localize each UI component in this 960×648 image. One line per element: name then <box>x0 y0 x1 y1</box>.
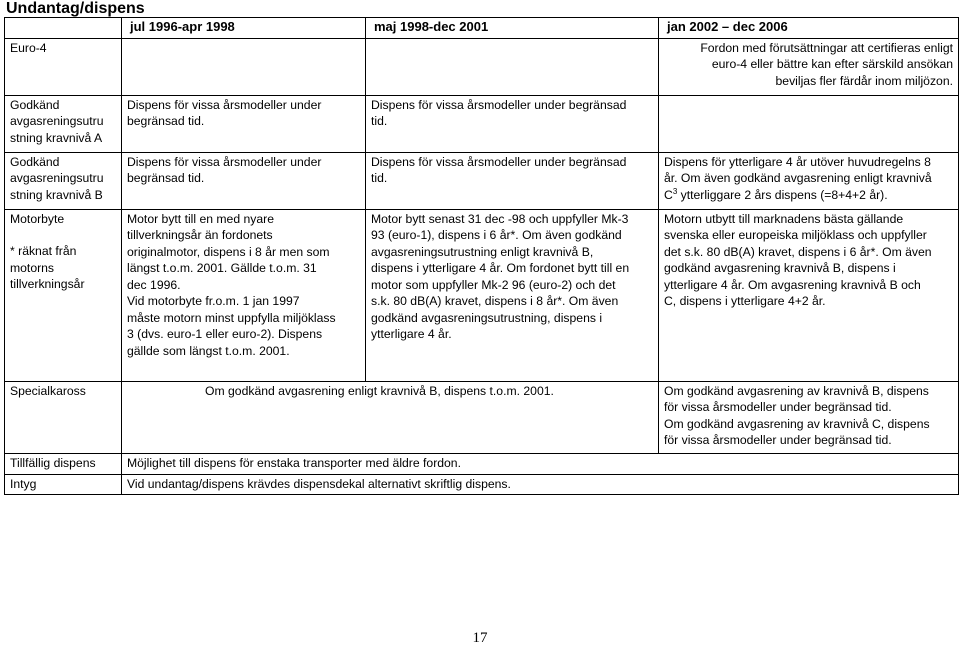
row-label-specialkaross: Specialkaross <box>5 381 122 453</box>
cell-kravniva-b-c2: Dispens för vissa årsmodeller under begränsad tid. <box>366 152 659 209</box>
header-row <box>5 18 959 39</box>
row-label-kravniva-a: Godkänd avgasreningsutru stning kravnivå A <box>5 95 122 152</box>
kravniva-b-c3-tail: ytterliggare 2 års dispens (=8+4+2 år). <box>677 187 888 202</box>
cell-kravniva-a-c3 <box>659 95 959 152</box>
motorbyte-c1-paragraph-1: Motor bytt till en med nyare tillverkningsår än fordonets originalmotor, dispens i 8 år men som längst t.o.m. 2001. Gällde t.o.m. 31 dec 1996. <box>127 211 330 292</box>
table-row-intyg <box>5 474 959 495</box>
row-label-tillfallig-dispens: Tillfällig dispens <box>5 453 122 474</box>
row-label-motorbyte <box>5 209 122 381</box>
row-label-euro4: Euro-4 <box>5 38 122 95</box>
column-header-1996-1998: jul 1996-apr 1998 <box>122 18 366 39</box>
cell-kravniva-b-c3 <box>659 152 959 209</box>
table-row-kravniva-a <box>5 95 959 152</box>
table-row-tillfallig-dispens <box>5 453 959 474</box>
motorbyte-label: Motorbyte <box>10 211 65 226</box>
table-row-specialkaross <box>5 381 959 453</box>
cell-euro4-c3: Fordon med förutsättningar att certifieras enligt euro-4 eller bättre kan efter särskild ansökan beviljas fler färdår inom miljözon. <box>659 38 959 95</box>
table-row-motorbyte <box>5 209 959 381</box>
table-row-kravniva-b <box>5 152 959 209</box>
cell-kravniva-b-c1: Dispens för vissa årsmodeller under begränsad tid. <box>122 152 366 209</box>
motorbyte-footnote: * räknat från motorns tillverkningsår <box>10 244 85 291</box>
page-number: 17 <box>472 630 488 646</box>
cell-motorbyte-c1 <box>122 209 366 381</box>
dispensation-table <box>4 17 959 495</box>
page-heading: Undantag/dispens <box>6 0 145 17</box>
cell-motorbyte-c3: Motorn utbytt till marknadens bästa gällande svenska eller europeiska miljöklass och uppfyller det s.k. 80 dB(A) kravet, dispens i 6 år*. Om även godkänd avgasrening kravnivå B, dispens i ytterligare 4 år. Om avgasrening kravnivå B och C, dispens i ytterligare 4+2 år. <box>659 209 959 381</box>
footnote-superscript: 3 <box>672 186 678 196</box>
specialkaross-c3-paragraph-1: Om godkänd avgasrening av kravnivå B, dispens för vissa årsmodeller under begränsad tid. <box>664 383 929 414</box>
cell-specialkaross-c12: Om godkänd avgasrening enligt kravnivå B, dispens t.o.m. 2001. <box>122 381 659 453</box>
cell-kravniva-a-c2: Dispens för vissa årsmodeller under begränsad tid. <box>366 95 659 152</box>
cell-motorbyte-c2: Motor bytt senast 31 dec -98 och uppfyller Mk-3 93 (euro-1), dispens i 6 år*. Om även godkänd avgasreningsutrustning enligt kravnivå B, dispens i ytterligare 4 år. Om fordonet bytt till en motor som uppfyller Mk-2 96 (euro-2) och det s.k. 80 dB(A) kravet, dispens i 8 år*. Om även godkänd avgasreningsutrustning, dispens i ytterligare 4 år. <box>366 209 659 381</box>
header-empty-cell <box>5 18 122 39</box>
cell-tillfallig-dispens: Möjlighet till dispens för enstaka transporter med äldre fordon. <box>122 453 959 474</box>
cell-euro4-c1 <box>122 38 366 95</box>
row-label-intyg: Intyg <box>5 474 122 495</box>
cell-intyg: Vid undantag/dispens krävdes dispensdekal alternativt skriftlig dispens. <box>122 474 959 495</box>
cell-euro4-c2 <box>366 38 659 95</box>
column-header-1998-2001: maj 1998-dec 2001 <box>366 18 659 39</box>
cell-kravniva-a-c1: Dispens för vissa årsmodeller under begränsad tid. <box>122 95 366 152</box>
specialkaross-c3-paragraph-2: Om godkänd avgasrening av kravnivå C, dispens för vissa årsmodeller under begränsad tid. <box>664 416 930 447</box>
row-label-kravniva-b: Godkänd avgasreningsutru stning kravnivå B <box>5 152 122 209</box>
cell-specialkaross-c3 <box>659 381 959 453</box>
kravniva-b-c3-text: Dispens för ytterligare 4 år utöver huvudregelns 8 år. Om även godkänd avgasrening enligt kravnivå C <box>664 154 932 202</box>
motorbyte-c1-paragraph-2: Vid motorbyte fr.o.m. 1 jan 1997 måste motorn minst uppfylla miljöklass 3 (dvs. euro-1 eller euro-2). Dispens gällde som längst t.o.m. 2001. <box>127 294 336 358</box>
column-header-2002-2006: jan 2002 – dec 2006 <box>659 18 959 39</box>
table-row-euro4 <box>5 38 959 95</box>
